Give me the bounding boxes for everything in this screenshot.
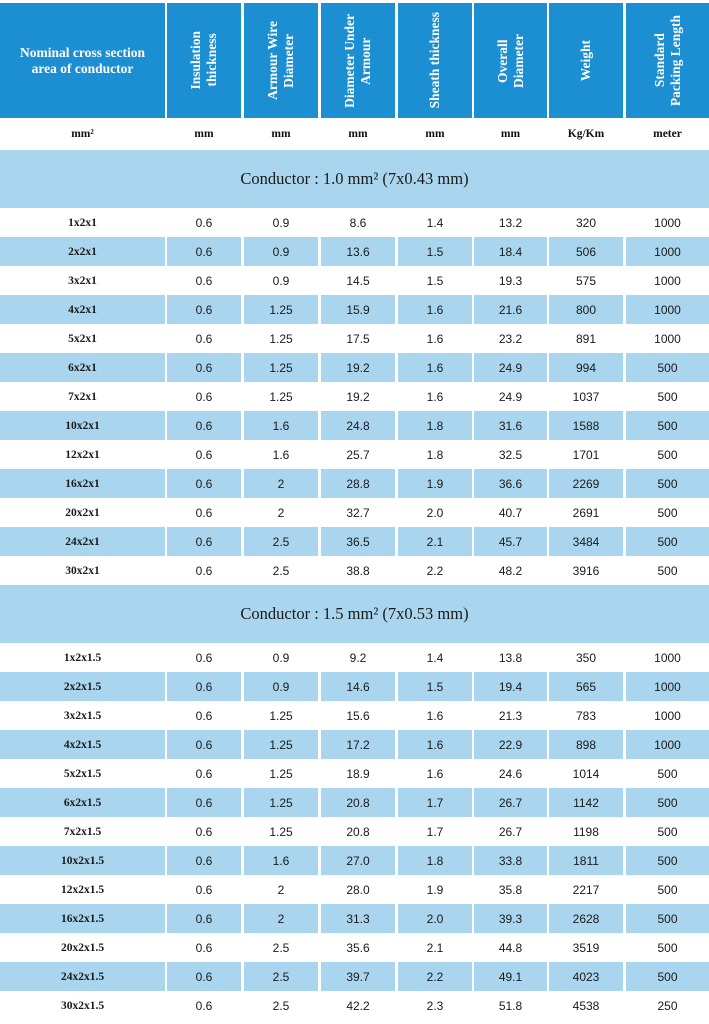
column-header-label: Diameter Under Armour bbox=[342, 13, 373, 108]
table-row bbox=[0, 875, 709, 904]
section-title: Conductor : 1.0 mm² (7x0.43 mm) bbox=[240, 169, 469, 188]
row-label: 5x2x1.5 bbox=[63, 767, 102, 780]
table-cell: 23.2 bbox=[498, 331, 523, 346]
table-cell: 500 bbox=[626, 962, 709, 991]
table-cell: 45.7 bbox=[474, 527, 547, 556]
table-cell: 500 bbox=[657, 563, 678, 578]
table-cell: 2.2 bbox=[426, 563, 444, 578]
table-cell: 500 bbox=[626, 527, 709, 556]
table-cell: 0.6 bbox=[195, 505, 213, 520]
table-cell: 13.8 bbox=[498, 650, 523, 665]
table-row bbox=[0, 527, 709, 556]
table-cell: 800 bbox=[549, 295, 623, 324]
column-header bbox=[474, 3, 547, 118]
table-cell: 19.2 bbox=[346, 389, 370, 404]
table-cell: 0.9 bbox=[272, 650, 290, 665]
column-header-label: Sheath thickness bbox=[427, 12, 442, 109]
row-label: 20x2x1 bbox=[65, 506, 100, 519]
table-row bbox=[0, 353, 709, 382]
table-cell: 1.9 bbox=[426, 882, 444, 897]
table-cell: 1.4 bbox=[426, 650, 444, 665]
row-label: 4x2x1.5 bbox=[0, 730, 165, 759]
table-row bbox=[0, 933, 709, 962]
table-cell: 250 bbox=[657, 998, 678, 1013]
table-row bbox=[0, 295, 709, 324]
table-cell: 19.4 bbox=[474, 672, 547, 701]
table-cell: 13.2 bbox=[498, 215, 523, 230]
table-row bbox=[0, 643, 709, 672]
table-cell: 28.8 bbox=[321, 469, 395, 498]
table-row bbox=[0, 991, 709, 1020]
unit-label: mm bbox=[500, 128, 521, 140]
table-cell: 2 bbox=[277, 882, 285, 897]
table-row bbox=[0, 962, 709, 991]
table-row bbox=[0, 208, 709, 237]
unit-label: mm² bbox=[71, 128, 94, 140]
table-cell: 0.6 bbox=[167, 527, 241, 556]
table-cell: 0.6 bbox=[195, 331, 213, 346]
column-header-label: Standard Packing Length bbox=[651, 14, 683, 107]
table-cell: 0.6 bbox=[167, 411, 241, 440]
table-cell: 2.5 bbox=[244, 527, 318, 556]
table-cell: 1.7 bbox=[426, 824, 444, 839]
row-label: 3x2x1.5 bbox=[63, 709, 102, 722]
table-cell: 0.6 bbox=[167, 904, 241, 933]
table-cell: 2.5 bbox=[272, 998, 290, 1013]
table-cell: 575 bbox=[575, 273, 597, 288]
table-cell: 0.6 bbox=[195, 650, 213, 665]
table-cell: 3916 bbox=[572, 563, 600, 578]
table-cell: 1000 bbox=[626, 237, 709, 266]
table-cell: 40.7 bbox=[498, 505, 523, 520]
table-cell: 44.8 bbox=[498, 940, 523, 955]
table-row bbox=[0, 701, 709, 730]
table-cell: 2269 bbox=[549, 469, 623, 498]
table-cell: 2.1 bbox=[398, 527, 472, 556]
table-row bbox=[0, 846, 709, 875]
table-cell: 2628 bbox=[549, 904, 623, 933]
table-cell: 783 bbox=[575, 708, 597, 723]
row-label: 1x2x1 bbox=[68, 216, 97, 229]
table-cell: 500 bbox=[657, 447, 678, 462]
table-cell: 1.25 bbox=[244, 788, 318, 817]
row-label: 7x2x1.5 bbox=[63, 825, 102, 838]
table-cell: 2.2 bbox=[398, 962, 472, 991]
unit-label: Kg/Km bbox=[567, 128, 605, 140]
row-label: 4x2x1 bbox=[0, 295, 165, 324]
table-cell: 1000 bbox=[626, 672, 709, 701]
table-cell: 2 bbox=[277, 505, 285, 520]
table-cell: 36.5 bbox=[321, 527, 395, 556]
table-cell: 0.9 bbox=[244, 237, 318, 266]
section-header bbox=[0, 585, 709, 643]
column-header bbox=[0, 3, 165, 118]
row-label: 24x2x1 bbox=[0, 527, 165, 556]
table-cell: 51.8 bbox=[498, 998, 523, 1013]
table-row bbox=[0, 382, 709, 411]
table-cell: 1.25 bbox=[269, 766, 293, 781]
table-cell: 2.5 bbox=[272, 940, 290, 955]
table-cell: 42.2 bbox=[346, 998, 370, 1013]
table-cell: 1.6 bbox=[398, 730, 472, 759]
table-cell: 1.25 bbox=[244, 353, 318, 382]
table-cell: 31.3 bbox=[321, 904, 395, 933]
table-cell: 15.6 bbox=[346, 708, 370, 723]
table-cell: 0.6 bbox=[167, 788, 241, 817]
table-cell: 0.6 bbox=[167, 295, 241, 324]
row-label: 10x2x1 bbox=[0, 411, 165, 440]
table-row bbox=[0, 440, 709, 469]
row-label: 2x2x1 bbox=[0, 237, 165, 266]
table-row bbox=[0, 904, 709, 933]
table-cell: 3519 bbox=[572, 940, 600, 955]
table-cell: 0.6 bbox=[195, 708, 213, 723]
row-label: 24x2x1.5 bbox=[0, 962, 165, 991]
row-label: 12x2x1.5 bbox=[60, 883, 105, 896]
unit-label: mm bbox=[425, 128, 445, 140]
table-cell: 20.8 bbox=[346, 824, 370, 839]
unit-label: meter bbox=[653, 128, 682, 140]
row-label: 5x2x1 bbox=[68, 332, 97, 345]
table-cell: 1000 bbox=[626, 730, 709, 759]
table-cell: 0.6 bbox=[167, 730, 241, 759]
table-cell: 20.8 bbox=[321, 788, 395, 817]
column-header bbox=[244, 3, 318, 118]
row-label: 3x2x1 bbox=[68, 274, 97, 287]
table-cell: 1.6 bbox=[244, 846, 318, 875]
row-label: 7x2x1 bbox=[68, 390, 97, 403]
table-cell: 1.8 bbox=[398, 846, 472, 875]
table-cell: 22.9 bbox=[474, 730, 547, 759]
unit-label: mm bbox=[348, 128, 368, 140]
column-header bbox=[626, 3, 709, 118]
table-cell: 2217 bbox=[572, 882, 600, 897]
table-cell: 500 bbox=[657, 940, 678, 955]
table-cell: 33.8 bbox=[474, 846, 547, 875]
table-cell: 1000 bbox=[654, 708, 681, 723]
table-cell: 1000 bbox=[654, 650, 681, 665]
table-cell: 48.2 bbox=[498, 563, 523, 578]
section-header bbox=[0, 150, 709, 208]
table-cell: 0.6 bbox=[167, 672, 241, 701]
table-row bbox=[0, 324, 709, 353]
table-row bbox=[0, 266, 709, 295]
table-cell: 1.8 bbox=[426, 447, 444, 462]
table-cell: 0.6 bbox=[195, 215, 213, 230]
table-cell: 500 bbox=[626, 788, 709, 817]
table-row bbox=[0, 730, 709, 759]
column-header-label: Nominal cross section area of conductor bbox=[20, 44, 145, 76]
table-cell: 2.1 bbox=[426, 940, 444, 955]
table-cell: 994 bbox=[549, 353, 623, 382]
table-cell: 1.25 bbox=[269, 708, 293, 723]
row-label: 16x2x1.5 bbox=[0, 904, 165, 933]
table-cell: 500 bbox=[657, 505, 678, 520]
table-cell: 1198 bbox=[573, 824, 599, 839]
table-cell: 1.5 bbox=[398, 237, 472, 266]
table-cell: 32.5 bbox=[498, 447, 523, 462]
row-label: 6x2x1 bbox=[0, 353, 165, 382]
row-label: 20x2x1.5 bbox=[60, 941, 105, 954]
table-row bbox=[0, 556, 709, 585]
table-cell: 500 bbox=[626, 904, 709, 933]
section-title: Conductor : 1.5 mm² (7x0.53 mm) bbox=[240, 604, 469, 623]
table-cell: 28.0 bbox=[346, 882, 370, 897]
table-cell: 26.7 bbox=[474, 788, 547, 817]
column-header-label: Armour Wire Diameter bbox=[265, 21, 296, 100]
table-cell: 0.6 bbox=[195, 766, 213, 781]
table-cell: 891 bbox=[575, 331, 597, 346]
table-row bbox=[0, 469, 709, 498]
table-cell: 0.6 bbox=[195, 563, 213, 578]
table-row bbox=[0, 498, 709, 527]
table-cell: 500 bbox=[657, 389, 678, 404]
unit-label: mm bbox=[194, 128, 214, 140]
table-cell: 1.6 bbox=[426, 708, 444, 723]
table-cell: 565 bbox=[549, 672, 623, 701]
table-cell: 1.5 bbox=[426, 273, 444, 288]
table-cell: 24.6 bbox=[498, 766, 523, 781]
table-cell: 0.6 bbox=[167, 962, 241, 991]
column-header bbox=[549, 3, 623, 118]
column-header-label: Insulation thickness bbox=[188, 31, 219, 90]
table-cell: 14.5 bbox=[346, 273, 370, 288]
table-cell: 2.3 bbox=[426, 998, 444, 1013]
column-header bbox=[167, 3, 241, 118]
table-cell: 1.6 bbox=[426, 766, 444, 781]
table-cell: 350 bbox=[575, 650, 597, 665]
table-cell: 1037 bbox=[572, 389, 600, 404]
table-cell: 898 bbox=[549, 730, 623, 759]
table-cell: 0.9 bbox=[272, 273, 290, 288]
table-cell: 1.5 bbox=[398, 672, 472, 701]
table-cell: 0.6 bbox=[195, 940, 213, 955]
table-cell: 0.6 bbox=[167, 353, 241, 382]
row-label: 6x2x1.5 bbox=[0, 788, 165, 817]
table-cell: 24.8 bbox=[321, 411, 395, 440]
row-label: 30x2x1.5 bbox=[60, 999, 105, 1012]
table-cell: 39.7 bbox=[321, 962, 395, 991]
table-row bbox=[0, 672, 709, 701]
column-header bbox=[321, 3, 395, 118]
table-cell: 0.6 bbox=[167, 469, 241, 498]
table-cell: 2 bbox=[244, 904, 318, 933]
table-cell: 18.4 bbox=[474, 237, 547, 266]
table-cell: 39.3 bbox=[474, 904, 547, 933]
table-cell: 21.3 bbox=[498, 708, 523, 723]
table-cell: 17.5 bbox=[346, 331, 370, 346]
table-cell: 17.2 bbox=[321, 730, 395, 759]
table-cell: 1.6 bbox=[398, 295, 472, 324]
table-cell: 19.3 bbox=[498, 273, 523, 288]
table-cell: 500 bbox=[657, 766, 678, 781]
row-label: 16x2x1 bbox=[0, 469, 165, 498]
table-cell: 13.6 bbox=[321, 237, 395, 266]
table-cell: 2.0 bbox=[426, 505, 444, 520]
table-cell: 1701 bbox=[572, 447, 600, 462]
table-cell: 35.6 bbox=[346, 940, 370, 955]
table-cell: 2.0 bbox=[398, 904, 472, 933]
table-cell: 1000 bbox=[654, 331, 681, 346]
table-cell: 500 bbox=[626, 469, 709, 498]
table-cell: 2.5 bbox=[272, 563, 290, 578]
table-cell: 31.6 bbox=[474, 411, 547, 440]
table-cell: 0.6 bbox=[195, 273, 213, 288]
table-cell: 500 bbox=[657, 824, 678, 839]
table-cell: 19.2 bbox=[321, 353, 395, 382]
table-cell: 24.9 bbox=[474, 353, 547, 382]
table-cell: 1142 bbox=[549, 788, 623, 817]
column-header-label: Overall Diameter bbox=[494, 33, 526, 88]
table-cell: 24.9 bbox=[498, 389, 523, 404]
table-cell: 35.8 bbox=[498, 882, 523, 897]
column-header bbox=[398, 3, 472, 118]
table-cell: 2691 bbox=[572, 505, 600, 520]
table-cell: 15.9 bbox=[321, 295, 395, 324]
table-cell: 1.25 bbox=[269, 824, 293, 839]
table-cell: 1.6 bbox=[426, 389, 444, 404]
table-cell: 0.6 bbox=[195, 998, 213, 1013]
table-cell: 1.8 bbox=[398, 411, 472, 440]
table-cell: 4538 bbox=[572, 998, 600, 1013]
table-cell: 1.25 bbox=[244, 730, 318, 759]
table-cell: 26.7 bbox=[498, 824, 523, 839]
table-cell: 2 bbox=[244, 469, 318, 498]
unit-label: mm bbox=[271, 128, 291, 140]
table-cell: 3484 bbox=[549, 527, 623, 556]
table-cell: 1.25 bbox=[244, 295, 318, 324]
table-cell: 500 bbox=[626, 846, 709, 875]
table-cell: 1000 bbox=[654, 273, 681, 288]
table-cell: 1.6 bbox=[426, 331, 444, 346]
table-cell: 1.4 bbox=[426, 215, 444, 230]
table-cell: 0.9 bbox=[244, 672, 318, 701]
table-cell: 38.8 bbox=[346, 563, 370, 578]
units-row bbox=[0, 118, 709, 150]
row-label: 12x2x1 bbox=[65, 448, 100, 461]
row-label: 1x2x1.5 bbox=[63, 651, 102, 664]
table-cell: 1014 bbox=[572, 766, 600, 781]
column-header-label: Weight bbox=[578, 39, 593, 82]
table-row bbox=[0, 237, 709, 266]
table-cell: 2.5 bbox=[244, 962, 318, 991]
table-cell: 14.6 bbox=[321, 672, 395, 701]
table-cell: 0.9 bbox=[272, 215, 290, 230]
table-row bbox=[0, 788, 709, 817]
table-cell: 0.6 bbox=[195, 882, 213, 897]
table-cell: 1.6 bbox=[398, 353, 472, 382]
table-cell: 1.9 bbox=[398, 469, 472, 498]
table-cell: 32.7 bbox=[346, 505, 370, 520]
table-cell: 0.6 bbox=[167, 237, 241, 266]
table-cell: 1000 bbox=[654, 215, 681, 230]
table-cell: 1588 bbox=[549, 411, 623, 440]
table-cell: 27.0 bbox=[321, 846, 395, 875]
table-cell: 21.6 bbox=[474, 295, 547, 324]
table-row bbox=[0, 759, 709, 788]
table-cell: 0.6 bbox=[195, 824, 213, 839]
table-cell: 0.6 bbox=[195, 389, 213, 404]
table-row bbox=[0, 817, 709, 846]
row-label: 2x2x1.5 bbox=[0, 672, 165, 701]
table-cell: 506 bbox=[549, 237, 623, 266]
table-cell: 25.7 bbox=[346, 447, 370, 462]
table-cell: 500 bbox=[657, 882, 678, 897]
table-cell: 1.25 bbox=[269, 389, 293, 404]
table-cell: 1.6 bbox=[244, 411, 318, 440]
table-cell: 1.7 bbox=[398, 788, 472, 817]
table-cell: 0.6 bbox=[167, 846, 241, 875]
table-cell: 4023 bbox=[549, 962, 623, 991]
table-cell: 49.1 bbox=[474, 962, 547, 991]
row-label: 30x2x1 bbox=[65, 564, 100, 577]
table-row bbox=[0, 411, 709, 440]
header-row bbox=[0, 3, 709, 118]
table-cell: 1.6 bbox=[272, 447, 290, 462]
table-cell: 1811 bbox=[549, 846, 623, 875]
table-cell: 0.6 bbox=[195, 447, 213, 462]
table-cell: 1000 bbox=[626, 295, 709, 324]
table-cell: 1.25 bbox=[269, 331, 293, 346]
table-cell: 9.2 bbox=[349, 650, 367, 665]
row-label: 10x2x1.5 bbox=[0, 846, 165, 875]
table-cell: 36.6 bbox=[474, 469, 547, 498]
table-cell: 320 bbox=[575, 215, 597, 230]
table-cell: 500 bbox=[626, 411, 709, 440]
table-cell: 8.6 bbox=[349, 215, 367, 230]
table-cell: 500 bbox=[626, 353, 709, 382]
table-cell: 18.9 bbox=[346, 766, 370, 781]
